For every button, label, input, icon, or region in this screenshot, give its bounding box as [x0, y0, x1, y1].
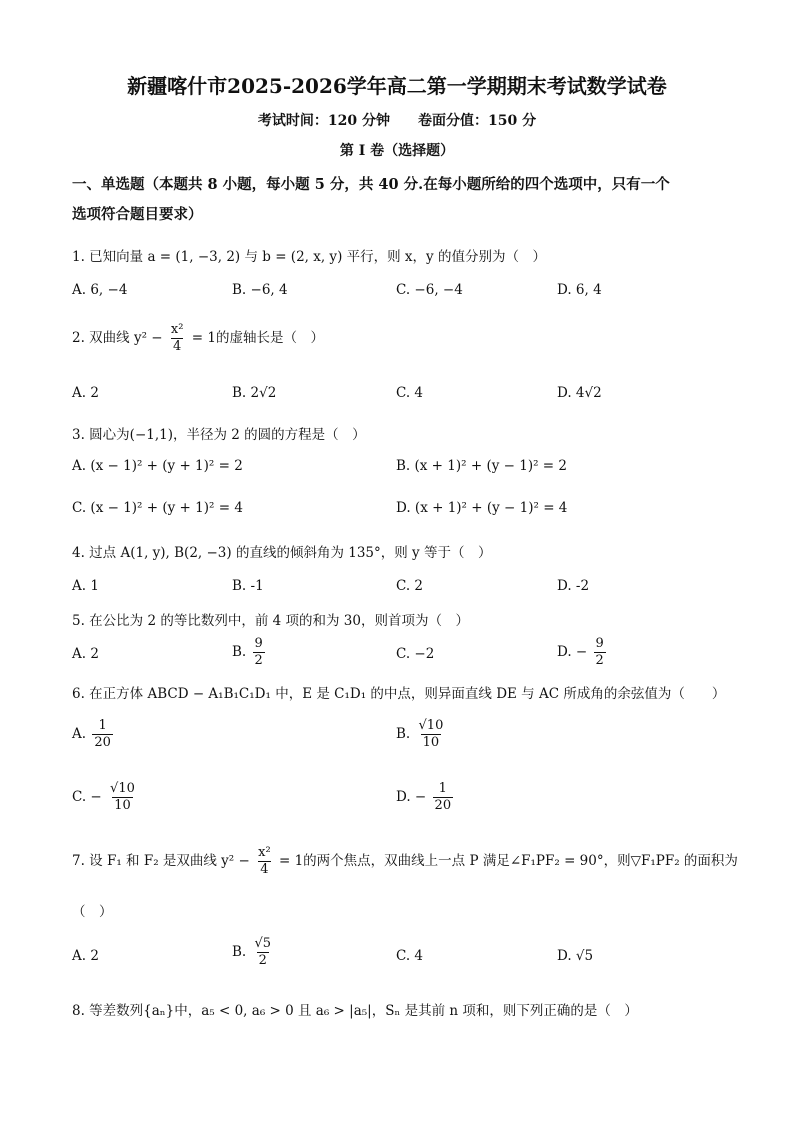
q5-d-fraction [594, 636, 606, 669]
q6-option-a [72, 718, 115, 751]
q5-option-a: A. 2 [72, 646, 99, 662]
q6-option-b [396, 718, 447, 751]
q7-option-b [232, 936, 275, 969]
question-5-stem: 5. 在公比为 2 的等比数列中，前 4 项的和为 30，则首项为（ ） [72, 613, 469, 629]
q6-d-fraction [433, 781, 454, 814]
question-7-stem-cont: （ ） [72, 904, 113, 920]
volume-heading: 第 I 卷（选择题） [339, 143, 455, 159]
q6-d-num: 1 [438, 781, 447, 796]
section-heading-line1: 一、单选题（本题共 8 小题，每小题 5 分，共 40 分.在每小题所给的四个选项中，只有一个 [72, 176, 670, 193]
q6-c-den: 10 [114, 798, 131, 813]
q6-d-den: 20 [434, 798, 452, 813]
question-2-stem [72, 322, 324, 355]
q7-b-fraction [253, 936, 274, 969]
question-1-stem: 1. 已知向量 a = (1, −3, 2) 与 b = (2, x, y) 平行，则 x，y 的值分别为（ ） [72, 249, 546, 265]
q6-b-fraction [417, 718, 446, 751]
q2-option-d: D. 4√2 [557, 385, 602, 401]
question-7-stem [72, 845, 738, 878]
q2-stem-post: = 1的虚轴长是（ ） [191, 330, 324, 346]
question-6-stem: 6. 在正方体 ABCD − A₁B₁C₁D₁ 中，E 是 C₁D₁ 的中点，则异面直线 DE 与 AC 所成角的余弦值为（ ） [72, 686, 726, 702]
q7-stem-pre: 7. 设 F₁ 和 F₂ 是双曲线 y² − [72, 853, 250, 869]
q1-option-b: B. −6, 4 [232, 282, 288, 298]
q3-option-a: A. (x − 1)² + (y + 1)² = 2 [72, 458, 243, 474]
q7-option-d: D. √5 [557, 948, 594, 964]
q7-option-a: A. 2 [72, 948, 99, 964]
q6-a-den: 20 [94, 735, 111, 750]
q6-c-fraction [108, 781, 137, 814]
q6-option-d [396, 781, 455, 814]
q5-option-b [232, 636, 267, 669]
q3-option-c: C. (x − 1)² + (y + 1)² = 4 [72, 500, 243, 516]
q2-option-a: A. 2 [72, 385, 99, 401]
q7-fraction [256, 845, 273, 878]
q6-b-den: 10 [422, 735, 440, 750]
q5-option-d [557, 636, 608, 669]
q6-a-num: 1 [98, 718, 107, 733]
section-heading-line2: 选项符合题目要求） [72, 206, 203, 223]
q5-b-num: 9 [254, 636, 263, 651]
q2-frac-den: 4 [173, 339, 182, 354]
q6-option-d-label: D. − [396, 789, 427, 805]
q6-option-a-label: A. [72, 726, 87, 742]
q7-frac-num: x² [258, 845, 271, 860]
q6-b-num: √10 [418, 718, 444, 733]
q7-stem-post: = 1的两个焦点，双曲线上一点 P 满足∠F₁PF₂ = 90°，则▽F₁PF₂ 的面积为 [278, 853, 738, 869]
q6-option-b-label: B. [396, 726, 411, 742]
q1-option-a: A. 6, −4 [72, 282, 128, 298]
q4-option-c: C. 2 [396, 578, 424, 594]
question-8-stem: 8. 等差数列{aₙ}中，a₅ < 0, a₆ > 0 且 a₆ > |a₅|，Sₙ 是其前 n 项和，则下列正确的是（ ） [72, 1003, 638, 1019]
q5-b-fraction [253, 636, 265, 669]
q4-option-b: B. -1 [232, 578, 264, 594]
q5-d-num: 9 [595, 636, 604, 651]
question-3-stem: 3. 圆心为(−1,1)，半径为 2 的圆的方程是（ ） [72, 427, 366, 443]
q2-frac-num: x² [170, 322, 184, 337]
q3-option-d: D. (x + 1)² + (y − 1)² = 4 [396, 500, 568, 516]
q7-option-c: C. 4 [396, 948, 424, 964]
q6-a-fraction [92, 718, 113, 751]
q5-option-b-label: B. [232, 644, 247, 660]
q6-c-num: √10 [110, 781, 135, 796]
q7-b-den: 2 [258, 953, 267, 968]
exam-info: 考试时间：120 分钟 卷面分值：150 分 [257, 113, 537, 129]
q7-option-b-label: B. [232, 944, 247, 960]
q2-option-b: B. 2√2 [232, 385, 277, 401]
q7-frac-den: 4 [260, 862, 269, 877]
q4-option-a: A. 1 [72, 578, 99, 594]
q2-fraction [169, 322, 186, 355]
q5-b-den: 2 [254, 653, 263, 668]
q1-option-d: D. 6, 4 [557, 282, 602, 298]
q5-option-c: C. −2 [396, 646, 435, 662]
q6-option-c-label: C. − [72, 789, 102, 805]
exam-title: 新疆喀什市2025-2026学年高二第一学期期末考试数学试卷 [127, 74, 667, 98]
q6-option-c [72, 781, 139, 814]
q5-d-den: 2 [595, 653, 604, 668]
question-4-stem: 4. 过点 A(1, y), B(2, −3) 的直线的倾斜角为 135°，则 y 等于（ ） [72, 545, 492, 561]
q5-option-d-label: D. − [557, 644, 588, 660]
q2-option-c: C. 4 [396, 385, 424, 401]
q2-stem-pre: 2. 双曲线 y² − [72, 330, 163, 346]
q4-option-d: D. -2 [557, 578, 590, 594]
q7-b-num: √5 [254, 936, 272, 951]
q1-option-c: C. −6, −4 [396, 282, 463, 298]
q3-option-b: B. (x + 1)² + (y − 1)² = 2 [396, 458, 567, 474]
